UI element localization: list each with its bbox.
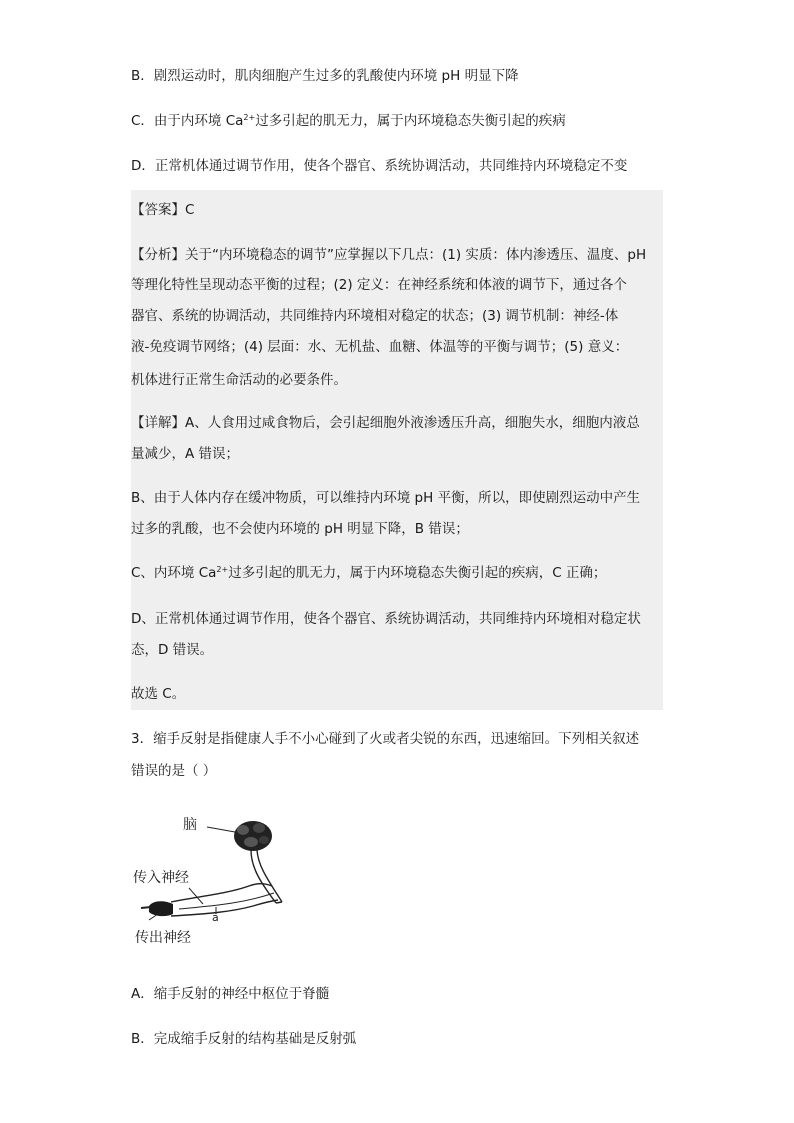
question3-option-a: A．缩手反射的神经中枢位于脊髓: [131, 986, 330, 1002]
question3-option-b: B．完成缩手反射的结构基础是反射弧: [131, 1031, 357, 1047]
detail-a-line-2: 量减少，A 错误；: [131, 446, 240, 462]
brain-pointer: [207, 827, 235, 832]
option-d: D．正常机体通过调节作用，使各个器官、系统协调活动，共同维持内环境稳定不变: [131, 158, 628, 174]
detail-b-line-2: 过多的乳酸，也不会使内环境的 pH 明显下降，B 错误；: [131, 521, 469, 537]
detail-c-superscript: 2+: [216, 565, 229, 574]
detail-d-line-2: 态，D 错误。: [131, 642, 214, 658]
option-c-pre: C．由于内环境 Ca: [131, 113, 244, 129]
reflex-arc-figure: [131, 808, 321, 958]
brain-illustration: [234, 821, 272, 851]
detail-b-line-1: B、由于人体内存在缓冲物质，可以维持内环境 pH 平衡，所以，即使剧烈运动中产生: [131, 490, 641, 506]
point-a-label: a: [212, 911, 219, 924]
detail-c-post: 过多引起的肌无力，属于内环境稳态失衡引起的疾病，C 正确；: [228, 565, 607, 581]
option-c: [131, 111, 566, 131]
question3-stem-line-1: 3．缩手反射是指健康人手不小心碰到了火或者尖锐的东西，迅速缩回。下列相关叙述: [131, 731, 640, 747]
nerve-line: [179, 893, 274, 909]
analysis-line-1: 【分析】关于“内环境稳态的调节”应掌握以下几点：(1) 实质：体内渗透压、温度、pH: [131, 247, 647, 263]
detail-c-line: [131, 563, 606, 583]
detail-a-line-1: 【详解】A、人食用过咸食物后，会引起细胞外液渗透压升高，细胞失水，细胞内液总: [131, 415, 640, 431]
analysis-line-2: 等理化特性呈现动态平衡的过程；(2) 定义：在神经系统和体液的调节下，通过各个: [131, 277, 627, 293]
option-c-post: 过多引起的肌无力，属于内环境稳态失衡引起的疾病: [255, 113, 566, 129]
analysis-line-5: 机体进行正常生命活动的必要条件。: [131, 372, 347, 388]
option-b: B．剧烈运动时，肌肉细胞产生过多的乳酸使内环境 pH 明显下降: [131, 68, 519, 84]
conclusion-line: 故选 C。: [131, 686, 186, 702]
analysis-line-3: 器官、系统的协调活动，共同维持内环境相对稳定的状态；(3) 调节机制：神经-体: [131, 308, 619, 324]
answer-line: 【答案】C: [131, 202, 195, 218]
efferent-nerve-label: 传出神经: [135, 930, 191, 946]
arm-outline: [171, 884, 278, 916]
question3-stem-line-2: 错误的是（ ）: [131, 763, 217, 779]
hand-illustration: [141, 901, 173, 916]
option-c-superscript: 2+: [243, 113, 256, 122]
detail-d-line-1: D、正常机体通过调节作用，使各个器官、系统协调活动，共同维持内环境相对稳定状: [131, 611, 641, 627]
analysis-line-4: 液-免疫调节网络；(4) 层面：水、无机盐、血糖、体温等的平衡与调节；(5) 意义：: [131, 339, 629, 355]
brain-label: 脑: [183, 817, 197, 833]
detail-c-pre: C、内环境 Ca: [131, 565, 217, 581]
afferent-pointer: [189, 888, 203, 904]
afferent-nerve-label: 传入神经: [133, 870, 189, 886]
